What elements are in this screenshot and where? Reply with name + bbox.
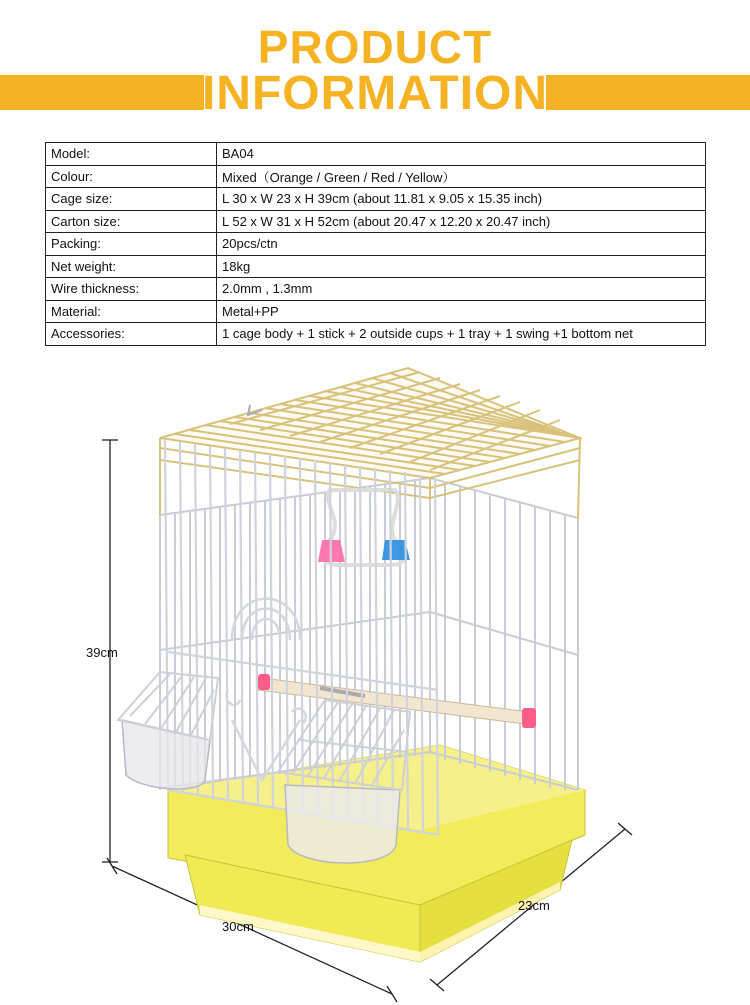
spec-label: Model: bbox=[46, 143, 217, 166]
title-information: INFORMATION bbox=[201, 67, 549, 120]
table-row bbox=[46, 233, 706, 256]
height-dimension-label: 39cm bbox=[86, 645, 118, 660]
spec-value: L 30 x W 23 x H 39cm (about 11.81 x 9.05 x 15.35 inch) bbox=[217, 188, 706, 211]
table-row bbox=[46, 323, 706, 346]
spec-value: Mixed（Orange / Green / Red / Yellow） bbox=[217, 165, 706, 188]
length-dimension-label: 30cm bbox=[222, 919, 254, 934]
spec-value: BA04 bbox=[217, 143, 706, 166]
spec-value: 20pcs/ctn bbox=[217, 233, 706, 256]
spec-label: Accessories: bbox=[46, 323, 217, 346]
table-row bbox=[46, 165, 706, 188]
spec-label: Net weight: bbox=[46, 255, 217, 278]
table-row bbox=[46, 300, 706, 323]
back-wires bbox=[160, 478, 578, 790]
spec-label: Colour: bbox=[46, 165, 217, 188]
spec-label: Cage size: bbox=[46, 188, 217, 211]
table-row bbox=[46, 210, 706, 233]
table-row bbox=[46, 143, 706, 166]
table-row bbox=[46, 255, 706, 278]
spec-value: Metal+PP bbox=[217, 300, 706, 323]
spec-value: 1 cage body + 1 stick + 2 outside cups + 1 tray + 1 swing +1 bottom net bbox=[217, 323, 706, 346]
spec-label: Wire thickness: bbox=[46, 278, 217, 301]
table-row bbox=[46, 188, 706, 211]
width-dimension-label: 23cm bbox=[518, 898, 550, 913]
spec-label: Carton size: bbox=[46, 210, 217, 233]
spec-value: 18kg bbox=[217, 255, 706, 278]
spec-label: Material: bbox=[46, 300, 217, 323]
bird-cage-illustration bbox=[102, 368, 632, 1002]
spec-label: Packing: bbox=[46, 233, 217, 256]
spec-value: 2.0mm , 1.3mm bbox=[217, 278, 706, 301]
spec-value: L 52 x W 31 x H 52cm (about 20.47 x 12.20 x 20.47 inch) bbox=[217, 210, 706, 233]
bird-cage-photo bbox=[0, 350, 750, 1005]
title-product: PRODUCT bbox=[257, 21, 493, 73]
spec-table bbox=[45, 142, 706, 346]
table-row bbox=[46, 278, 706, 301]
